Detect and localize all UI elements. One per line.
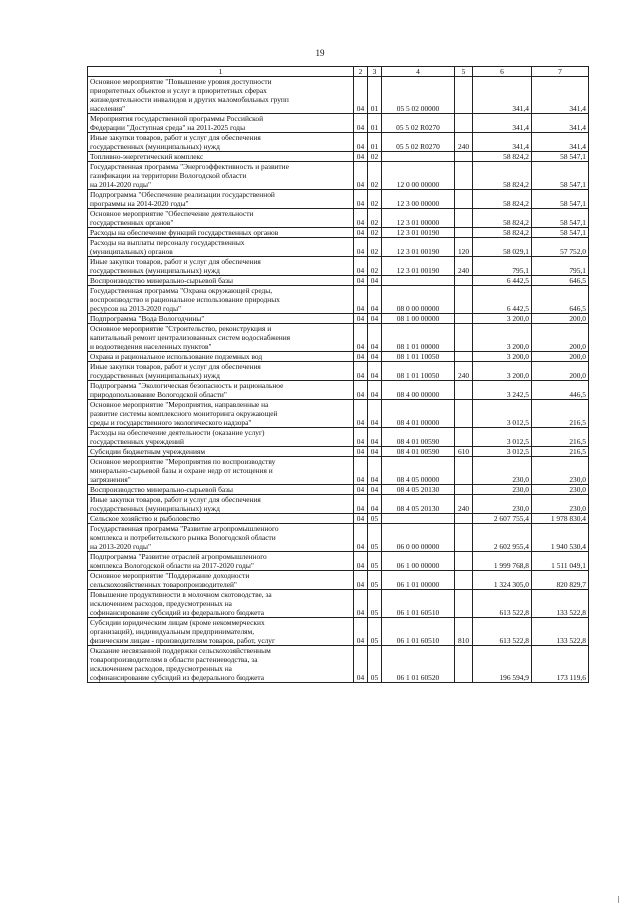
row-expense-type-cell: [455, 228, 473, 238]
row-name-cell: Основное мероприятие "Мероприятия по воспроизводству минерально-сырьевой базы и охране недр от истощения и загрязнения": [88, 457, 354, 485]
row-amount-year2-cell: 230,0: [532, 485, 589, 495]
row-amount-year1-cell: 58 824,2: [473, 152, 532, 162]
row-amount-year1-cell: 3 012,5: [473, 428, 532, 447]
row-amount-year1-cell: 196 594,9: [473, 646, 532, 683]
row-subsection-cell: 05: [368, 590, 382, 618]
row-target-article-cell: 08 1 01 00000: [382, 324, 455, 352]
row-expense-type-cell: [455, 571, 473, 590]
row-amount-year2-cell: 341,4: [532, 133, 589, 152]
row-subsection-cell: 04: [368, 485, 382, 495]
row-expense-type-cell: 810: [455, 618, 473, 646]
row-subsection-cell: 02: [368, 238, 382, 257]
row-amount-year1-cell: 613 522,8: [473, 590, 532, 618]
row-subsection-cell: 04: [368, 276, 382, 286]
row-subsection-cell: 05: [368, 552, 382, 571]
row-section-cell: 04: [354, 646, 368, 683]
row-section-cell: 04: [354, 514, 368, 524]
row-section-cell: 04: [354, 324, 368, 352]
row-expense-type-cell: [455, 457, 473, 485]
row-subsection-cell: 02: [368, 190, 382, 209]
row-target-article-cell: 08 4 05 20130: [382, 495, 455, 514]
table-row: [88, 314, 589, 324]
table-row: [88, 495, 589, 514]
row-name-cell: Основное мероприятие "Обеспечение деятельности государственных органов": [88, 209, 354, 228]
row-expense-type-cell: [455, 400, 473, 428]
row-amount-year1-cell: 58 824,2: [473, 190, 532, 209]
table-row: [88, 77, 589, 114]
row-section-cell: 04: [354, 314, 368, 324]
row-target-article-cell: 08 0 00 00000: [382, 286, 455, 314]
row-target-article-cell: [382, 152, 455, 162]
row-amount-year1-cell: 230,0: [473, 485, 532, 495]
row-name-cell: Расходы на обеспечение функций государственных органов: [88, 228, 354, 238]
table-row: [88, 524, 589, 552]
row-expense-type-cell: [455, 286, 473, 314]
row-target-article-cell: 08 1 00 00000: [382, 314, 455, 324]
row-amount-year1-cell: 3 200,0: [473, 352, 532, 362]
row-amount-year1-cell: 3 012,5: [473, 400, 532, 428]
row-expense-type-cell: [455, 485, 473, 495]
row-section-cell: 04: [354, 152, 368, 162]
table-row: [88, 133, 589, 152]
row-expense-type-cell: [455, 324, 473, 352]
row-expense-type-cell: [455, 381, 473, 400]
row-subsection-cell: 04: [368, 457, 382, 485]
row-amount-year1-cell: 1 324 305,0: [473, 571, 532, 590]
row-subsection-cell: 04: [368, 352, 382, 362]
row-target-article-cell: 06 1 00 00000: [382, 552, 455, 571]
row-subsection-cell: 02: [368, 228, 382, 238]
row-name-cell: Основное мероприятие "Строительство, реконструкция и капитальный ремонт централизованных систем водоснабжения и водоотведения населенных пунктов": [88, 324, 354, 352]
row-target-article-cell: 08 1 01 10050: [382, 362, 455, 381]
row-amount-year2-cell: 58 547,1: [532, 152, 589, 162]
row-expense-type-cell: [455, 162, 473, 190]
row-section-cell: 04: [354, 381, 368, 400]
row-section-cell: 04: [354, 485, 368, 495]
row-section-cell: 04: [354, 618, 368, 646]
row-section-cell: 04: [354, 495, 368, 514]
row-amount-year2-cell: 1 511 049,1: [532, 552, 589, 571]
row-amount-year1-cell: 58 824,2: [473, 162, 532, 190]
row-name-cell: Основное мероприятие "Повышение уровня доступности приоритетных объектов и услуг в приоритетных сферах жизнедеятельности инвалидов и других маломобильных групп населения": [88, 77, 354, 114]
row-amount-year2-cell: 200,0: [532, 352, 589, 362]
row-target-article-cell: 08 4 01 00590: [382, 447, 455, 457]
row-section-cell: 04: [354, 571, 368, 590]
row-subsection-cell: 02: [368, 162, 382, 190]
header-col-6: 6: [473, 67, 532, 77]
row-target-article-cell: 08 4 05 20130: [382, 485, 455, 495]
row-target-article-cell: 12 3 01 00190: [382, 228, 455, 238]
row-name-cell: Подпрограмма "Экологическая безопасность и рациональное природопользование Вологодской области": [88, 381, 354, 400]
page-number: 19: [315, 48, 325, 58]
row-amount-year2-cell: 216,5: [532, 428, 589, 447]
row-section-cell: 04: [354, 276, 368, 286]
row-expense-type-cell: 610: [455, 447, 473, 457]
row-amount-year2-cell: 58 547,1: [532, 190, 589, 209]
row-amount-year1-cell: 6 442,5: [473, 276, 532, 286]
table-row: [88, 362, 589, 381]
table-row: [88, 552, 589, 571]
row-amount-year2-cell: 646,5: [532, 286, 589, 314]
row-name-cell: Государственная программа "Развитие агропромышленного комплекса и потребительского рынка Вологодской области на 2013-2020 годы": [88, 524, 354, 552]
row-target-article-cell: 08 4 05 00000: [382, 457, 455, 485]
row-name-cell: Иные закупки товаров, работ и услуг для обеспечения государственных (муниципальных) нужд: [88, 133, 354, 152]
row-name-cell: Расходы на обеспечение деятельности (оказание услуг) государственных учреждений: [88, 428, 354, 447]
row-subsection-cell: 05: [368, 618, 382, 646]
budget-table-body: [88, 67, 589, 683]
row-amount-year1-cell: 3 200,0: [473, 314, 532, 324]
table-row: [88, 228, 589, 238]
row-amount-year2-cell: 1 978 830,4: [532, 514, 589, 524]
row-target-article-cell: 06 0 00 00000: [382, 524, 455, 552]
row-name-cell: Иные закупки товаров, работ и услуг для обеспечения государственных (муниципальных) нужд: [88, 495, 354, 514]
row-name-cell: Государственная программа "Энергоэффективность и развитие газификации на территории Вологодской области на 2014-2020 годы": [88, 162, 354, 190]
row-amount-year2-cell: 200,0: [532, 324, 589, 352]
row-target-article-cell: 06 1 01 60510: [382, 590, 455, 618]
row-amount-year2-cell: 341,4: [532, 114, 589, 133]
table-row: [88, 152, 589, 162]
row-name-cell: Охрана и рациональное использование подземных вод: [88, 352, 354, 362]
row-amount-year2-cell: 200,0: [532, 362, 589, 381]
table-row: [88, 352, 589, 362]
table-row: [88, 114, 589, 133]
row-subsection-cell: 01: [368, 114, 382, 133]
row-subsection-cell: 04: [368, 324, 382, 352]
table-row: [88, 447, 589, 457]
row-section-cell: 04: [354, 77, 368, 114]
header-col-4: 4: [382, 67, 455, 77]
row-amount-year2-cell: 58 547,1: [532, 162, 589, 190]
row-expense-type-cell: 240: [455, 257, 473, 276]
header-col-7: 7: [532, 67, 589, 77]
row-subsection-cell: 05: [368, 524, 382, 552]
row-amount-year1-cell: 3 242,5: [473, 381, 532, 400]
row-subsection-cell: 04: [368, 362, 382, 381]
row-section-cell: 04: [354, 447, 368, 457]
header-col-1: 1: [88, 67, 354, 77]
row-amount-year2-cell: 216,5: [532, 400, 589, 428]
table-row: [88, 162, 589, 190]
row-amount-year2-cell: 230,0: [532, 495, 589, 514]
row-section-cell: 04: [354, 228, 368, 238]
row-expense-type-cell: [455, 428, 473, 447]
table-row: [88, 276, 589, 286]
row-name-cell: Субсидии бюджетным учреждениям: [88, 447, 354, 457]
row-name-cell: Подпрограмма "Обеспечение реализации государственной программы на 2014-2020 годы": [88, 190, 354, 209]
row-expense-type-cell: [455, 552, 473, 571]
row-section-cell: 04: [354, 362, 368, 381]
row-amount-year2-cell: 646,5: [532, 276, 589, 286]
row-subsection-cell: 05: [368, 514, 382, 524]
row-name-cell: Повышение продуктивности в молочном скотоводстве, за исключением расходов, предусмотренных на софинансирование субсидий из федерального бюджета: [88, 590, 354, 618]
row-name-cell: Подпрограмма "Развитие отраслей агропромышленного комплекса Вологодской области на 2017-2020 годы": [88, 552, 354, 571]
row-section-cell: 04: [354, 428, 368, 447]
row-expense-type-cell: [455, 209, 473, 228]
row-section-cell: 04: [354, 590, 368, 618]
row-expense-type-cell: [455, 590, 473, 618]
row-expense-type-cell: [455, 114, 473, 133]
row-target-article-cell: 06 1 01 60510: [382, 618, 455, 646]
row-expense-type-cell: [455, 77, 473, 114]
row-amount-year2-cell: 200,0: [532, 314, 589, 324]
row-section-cell: 04: [354, 162, 368, 190]
row-subsection-cell: 04: [368, 286, 382, 314]
row-section-cell: 04: [354, 286, 368, 314]
row-name-cell: Сельское хозяйство и рыболовство: [88, 514, 354, 524]
row-amount-year2-cell: 795,1: [532, 257, 589, 276]
row-amount-year2-cell: 341,4: [532, 77, 589, 114]
row-amount-year1-cell: 58 824,2: [473, 228, 532, 238]
table-row: [88, 618, 589, 646]
row-subsection-cell: 04: [368, 314, 382, 324]
row-amount-year1-cell: 3 200,0: [473, 324, 532, 352]
row-subsection-cell: 04: [368, 381, 382, 400]
row-name-cell: Иные закупки товаров, работ и услуг для обеспечения государственных (муниципальных) нужд: [88, 362, 354, 381]
row-expense-type-cell: 120: [455, 238, 473, 257]
row-subsection-cell: 05: [368, 646, 382, 683]
row-name-cell: Топливно-энергетический комплекс: [88, 152, 354, 162]
row-expense-type-cell: 240: [455, 495, 473, 514]
row-expense-type-cell: 240: [455, 133, 473, 152]
row-amount-year2-cell: 173 119,6: [532, 646, 589, 683]
row-target-article-cell: 08 4 00 00000: [382, 381, 455, 400]
table-row: [88, 400, 589, 428]
row-target-article-cell: 12 0 00 00000: [382, 162, 455, 190]
row-target-article-cell: 05 5 02 00000: [382, 77, 455, 114]
row-subsection-cell: 05: [368, 571, 382, 590]
row-target-article-cell: 08 4 01 00000: [382, 400, 455, 428]
table-row: [88, 324, 589, 352]
row-subsection-cell: 02: [368, 257, 382, 276]
row-name-cell: Оказание несвязанной поддержки сельскохозяйственным товаропроизводителям в области растениеводства, за исключением расходов, предусмотренных на софинансирование субсидий из федерального бюджета: [88, 646, 354, 683]
row-name-cell: Расходы на выплаты персоналу государственных (муниципальных) органов: [88, 238, 354, 257]
table-row: [88, 571, 589, 590]
row-subsection-cell: 04: [368, 495, 382, 514]
row-name-cell: Основное мероприятие "Поддержание доходности сельскохозяйственных товаропроизводителей": [88, 571, 354, 590]
row-target-article-cell: 12 3 01 00000: [382, 209, 455, 228]
row-target-article-cell: 06 1 01 00000: [382, 571, 455, 590]
row-section-cell: 04: [354, 190, 368, 209]
row-amount-year2-cell: 133 522,8: [532, 590, 589, 618]
row-amount-year1-cell: 230,0: [473, 457, 532, 485]
table-row: [88, 428, 589, 447]
row-section-cell: 04: [354, 524, 368, 552]
table-header-row: [88, 67, 589, 77]
row-amount-year2-cell: 133 522,8: [532, 618, 589, 646]
row-amount-year1-cell: 2 607 755,4: [473, 514, 532, 524]
row-amount-year2-cell: 1 940 530,4: [532, 524, 589, 552]
budget-table: [87, 66, 589, 683]
row-subsection-cell: 04: [368, 447, 382, 457]
row-section-cell: 04: [354, 400, 368, 428]
header-col-3: 3: [368, 67, 382, 77]
row-amount-year2-cell: 57 752,0: [532, 238, 589, 257]
table-row: [88, 238, 589, 257]
table-row: [88, 286, 589, 314]
row-amount-year1-cell: 58 029,1: [473, 238, 532, 257]
row-amount-year1-cell: 341,4: [473, 77, 532, 114]
row-section-cell: 04: [354, 257, 368, 276]
row-amount-year2-cell: 216,5: [532, 447, 589, 457]
row-subsection-cell: 04: [368, 428, 382, 447]
row-target-article-cell: [382, 276, 455, 286]
row-section-cell: 04: [354, 209, 368, 228]
row-target-article-cell: 05 5 02 R0270: [382, 114, 455, 133]
row-section-cell: 04: [354, 457, 368, 485]
row-expense-type-cell: [455, 190, 473, 209]
row-name-cell: Воспроизводство минерально-сырьевой базы: [88, 276, 354, 286]
row-subsection-cell: 02: [368, 209, 382, 228]
row-expense-type-cell: [455, 646, 473, 683]
row-amount-year1-cell: 613 522,8: [473, 618, 532, 646]
row-target-article-cell: 12 3 00 00000: [382, 190, 455, 209]
row-expense-type-cell: [455, 152, 473, 162]
row-name-cell: Основное мероприятие "Мероприятия, направленные на развитие системы комплексного мониторинга окружающей среды и государственного экологического надзора": [88, 400, 354, 428]
table-row: [88, 457, 589, 485]
row-amount-year2-cell: 446,5: [532, 381, 589, 400]
row-target-article-cell: [382, 514, 455, 524]
row-subsection-cell: 01: [368, 77, 382, 114]
row-target-article-cell: 05 5 02 R0270: [382, 133, 455, 152]
row-expense-type-cell: [455, 524, 473, 552]
row-target-article-cell: 12 3 01 00190: [382, 257, 455, 276]
table-row: [88, 514, 589, 524]
row-amount-year2-cell: 58 547,1: [532, 228, 589, 238]
table-row: [88, 209, 589, 228]
row-subsection-cell: 04: [368, 400, 382, 428]
row-name-cell: Государственная программа "Охрана окружающей среды, воспроизводство и рациональное использование природных ресурсов на 2013-2020 годы": [88, 286, 354, 314]
header-col-5: 5: [455, 67, 473, 77]
row-expense-type-cell: [455, 314, 473, 324]
row-name-cell: Воспроизводство минерально-сырьевой базы: [88, 485, 354, 495]
row-amount-year1-cell: 1 999 768,8: [473, 552, 532, 571]
row-name-cell: Субсидии юридическим лицам (кроме некоммерческих организаций), индивидуальным предпринимателям, физическим лицам - производителям товаров, работ, услуг: [88, 618, 354, 646]
row-section-cell: 04: [354, 552, 368, 571]
row-amount-year1-cell: 230,0: [473, 495, 532, 514]
table-row: [88, 190, 589, 209]
row-amount-year1-cell: 341,4: [473, 133, 532, 152]
table-row: [88, 646, 589, 683]
row-amount-year1-cell: 6 442,5: [473, 286, 532, 314]
header-col-2: 2: [354, 67, 368, 77]
row-amount-year1-cell: 2 602 955,4: [473, 524, 532, 552]
row-section-cell: 04: [354, 114, 368, 133]
row-section-cell: 04: [354, 133, 368, 152]
row-amount-year1-cell: 3 012,5: [473, 447, 532, 457]
row-target-article-cell: 08 1 01 10050: [382, 352, 455, 362]
row-amount-year2-cell: 58 547,1: [532, 209, 589, 228]
table-row: [88, 257, 589, 276]
row-amount-year1-cell: 795,1: [473, 257, 532, 276]
row-expense-type-cell: [455, 276, 473, 286]
row-name-cell: Мероприятия государственной программы Российской Федерации "Доступная среда" на 2011-2025 годы: [88, 114, 354, 133]
row-section-cell: 04: [354, 238, 368, 257]
row-name-cell: Подпрограмма "Вода Вологодчины": [88, 314, 354, 324]
table-row: [88, 485, 589, 495]
scan-edge-mark: [618, 896, 619, 903]
row-amount-year1-cell: 341,4: [473, 114, 532, 133]
row-amount-year1-cell: 3 200,0: [473, 362, 532, 381]
row-target-article-cell: 12 3 01 00190: [382, 238, 455, 257]
row-target-article-cell: 08 4 01 00590: [382, 428, 455, 447]
row-expense-type-cell: [455, 352, 473, 362]
row-expense-type-cell: 240: [455, 362, 473, 381]
table-row: [88, 381, 589, 400]
row-name-cell: Иные закупки товаров, работ и услуг для обеспечения государственных (муниципальных) нужд: [88, 257, 354, 276]
row-expense-type-cell: [455, 514, 473, 524]
row-amount-year2-cell: 230,0: [532, 457, 589, 485]
row-amount-year1-cell: 58 824,2: [473, 209, 532, 228]
row-subsection-cell: 01: [368, 133, 382, 152]
row-target-article-cell: 06 1 01 60520: [382, 646, 455, 683]
row-amount-year2-cell: 820 829,7: [532, 571, 589, 590]
table-row: [88, 590, 589, 618]
row-subsection-cell: 02: [368, 152, 382, 162]
row-section-cell: 04: [354, 352, 368, 362]
